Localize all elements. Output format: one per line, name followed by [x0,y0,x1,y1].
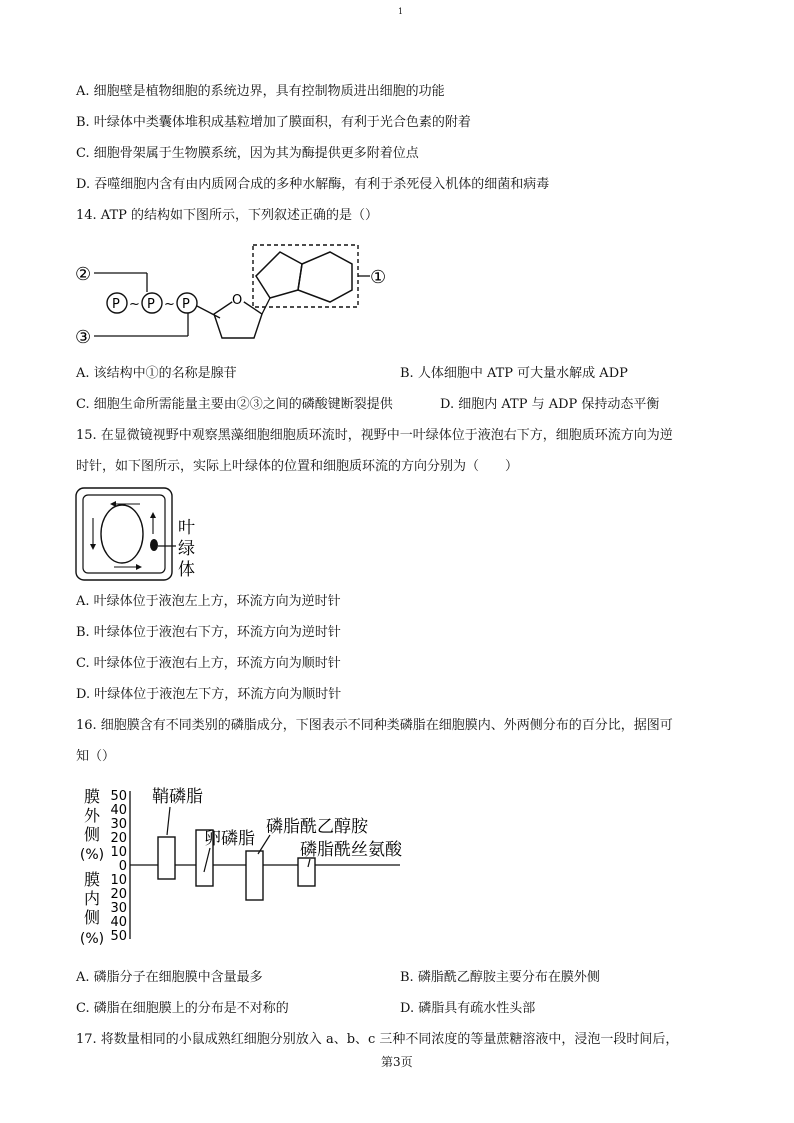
q13-option-d: D. 吞噬细胞内含有由内质网合成的多种水解酶，有利于杀死侵入机体的细菌和病毒 [76,177,550,192]
tick-label: 10 [110,873,127,888]
arrow-right-icon [136,564,142,570]
svg-text:P: P [112,297,120,312]
q14-option-d: D. 细胞内 ATP 与 ADP 保持动态平衡 [440,397,660,412]
y-axis-title-outer: 外 [83,806,101,825]
q16-stem-line1: 16. 细胞膜含有不同类别的磷脂成分，下图表示不同种类磷脂在细胞膜内、外两侧分布的百分比，据图可 [76,718,673,733]
tick-label: 30 [110,817,127,832]
q15-stem-line2: 时针，如下图所示，实际上叶绿体的位置和细胞质环流的方向分别为（ ） [76,459,519,474]
adenine-six-ring [298,252,352,302]
phospholipid-distribution-chart [70,780,430,950]
svg-text:O: O [232,293,243,308]
q16-stem-line2: 知（） [76,749,116,764]
y-axis-title-outer: 膜 [83,787,101,806]
q16-option-c: C. 磷脂在细胞膜上的分布是不对称的 [76,1001,289,1016]
atp-label-3: ③ [75,327,92,348]
bar-3 [246,851,263,900]
bar-label: 鞘磷脂 [152,787,203,807]
bar-label-leader [167,807,170,835]
q13-option-c: C. 细胞骨架属于生物膜系统，因为其为酶提供更多附着位点 [76,146,419,161]
q16-option-b: B. 磷脂酰乙醇胺主要分布在膜外侧 [400,970,600,985]
tick-label: 40 [110,915,127,930]
svg-text:~: ~ [129,297,140,312]
cytoplasm-streaming-diagram [74,486,214,584]
q15-option-d: D. 叶绿体位于液泡左下方，环流方向为顺时针 [76,687,342,702]
atp-label-1: ① [370,267,387,288]
q14-option-b: B. 人体细胞中 ATP 可大量水解成 ADP [400,366,628,381]
y-axis-title-inner: 内 [83,889,101,908]
arrow-down-icon [90,544,96,550]
tick-label: 50 [110,789,127,804]
chloroplast-label-ti: 体 [178,560,195,580]
bar-label: 磷脂酰乙醇胺 [266,817,368,837]
page-footer: 第3页 [381,1055,413,1069]
q15-option-b: B. 叶绿体位于液泡右下方，环流方向为逆时针 [76,625,341,640]
q14-option-a: A. 该结构中①的名称是腺苷 [76,366,237,381]
q13-option-b: B. 叶绿体中类囊体堆积成基粒增加了膜面积，有利于光合色素的附着 [76,115,471,130]
tick-label: 0 [118,859,127,874]
q15-option-a: A. 叶绿体位于液泡左上方，环流方向为逆时针 [76,594,341,609]
q14-option-c: C. 细胞生命所需能量主要由②③之间的磷酸键断裂提供 [76,397,393,412]
q16-option-a: A. 磷脂分子在细胞膜中含量最多 [76,970,263,985]
tick-label: 30 [110,901,127,916]
chloroplast [150,539,158,551]
q17-stem: 17. 将数量相同的小鼠成熟红细胞分别放入 a、b、c 三种不同浓度的等量蔗糖溶液中，浸泡一段时间后， [76,1032,679,1047]
y-axis-title-outer: 侧 [83,825,101,844]
q16-option-d: D. 磷脂具有疏水性头部 [400,1001,536,1016]
tick-label: 50 [110,929,127,944]
q14-stem: 14. ATP 的结构如下图所示，下列叙述正确的是（） [76,208,379,223]
page-mark: 1 [398,7,404,16]
bar-label: 卵磷脂 [204,829,255,849]
svg-text:P: P [147,297,155,312]
q13-option-a: A. 细胞壁是植物细胞的系统边界，具有控制物质进出细胞的功能 [76,84,445,99]
tick-label: 10 [110,845,127,860]
svg-text:P: P [182,297,190,312]
svg-text:~: ~ [164,297,175,312]
y-axis-title-inner: 侧 [83,908,101,927]
chloroplast-label-lv: 绿 [178,539,195,559]
tick-label: 20 [110,887,127,902]
bar-label: 磷脂酰丝氨酸 [300,840,402,860]
vacuole [101,505,143,563]
chloroplast-label-ye: 叶 [178,518,195,538]
bar-label-leader [258,835,270,854]
y-axis-title-inner: (%) [79,931,105,947]
tick-label: 40 [110,803,127,818]
arrow-up-icon [150,512,156,518]
q15-option-c: C. 叶绿体位于液泡右上方，环流方向为顺时针 [76,656,341,671]
bar-4 [298,858,315,886]
y-axis-title-outer: (%) [79,847,105,863]
cell-wall-outer [76,488,172,580]
tick-label: 20 [110,831,127,846]
atp-structure-diagram [70,240,410,350]
q15-stem-line1: 15. 在显微镜视野中观察黑藻细胞细胞质环流时，视野中一叶绿体位于液泡右下方，细胞质环流方向为逆 [76,428,673,443]
adenine-five-ring [256,252,302,298]
arrow-left-icon [110,501,116,507]
y-axis-title-inner: 膜 [83,870,101,889]
adenine-dashed-box [253,245,358,307]
bar-1 [158,837,175,879]
atp-label-2: ② [75,264,92,285]
